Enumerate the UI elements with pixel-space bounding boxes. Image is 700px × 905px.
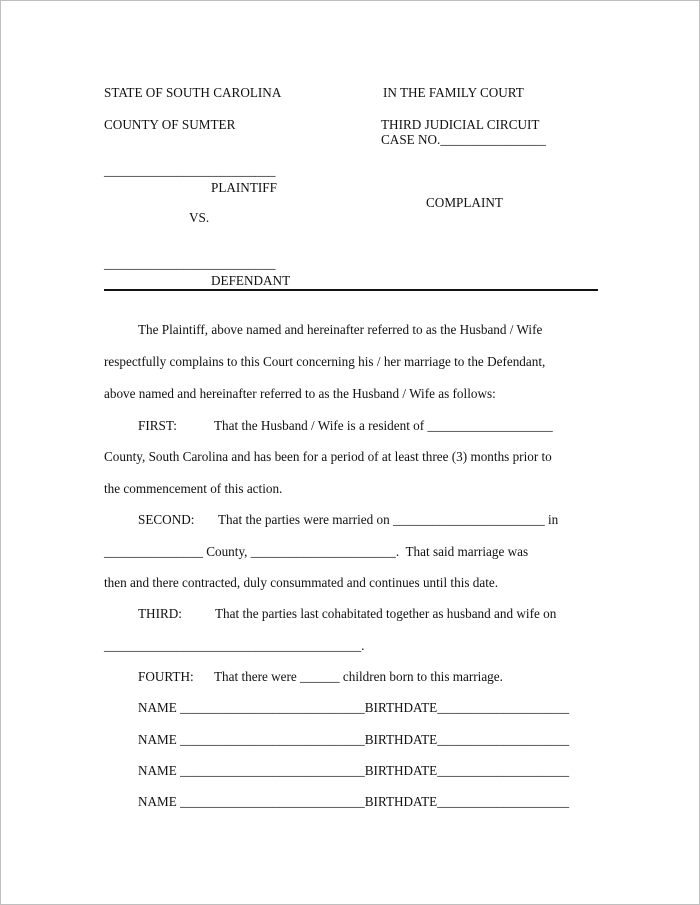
document-title: COMPLAINT [426, 195, 503, 210]
child-entry: NAME ____________________________BIRTHDATE____________________ [138, 794, 570, 809]
case-number-field: CASE NO.________________ [381, 132, 546, 147]
fourth-label: FOURTH: [138, 669, 194, 684]
defendant-name-line: __________________________ [104, 256, 276, 271]
fourth-line-1: That there were ______ children born to this marriage. [214, 669, 503, 684]
third-label: THIRD: [138, 606, 182, 621]
first-label: FIRST: [138, 418, 177, 433]
circuit-heading: THIRD JUDICIAL CIRCUIT [381, 117, 540, 132]
state-heading: STATE OF SOUTH CAROLINA [104, 85, 282, 100]
second-label: SECOND: [138, 512, 195, 527]
second-line-3: then and there contracted, duly consummated and continues until this date. [104, 575, 499, 590]
second-line-2: _______________ County, ______________________. That said marriage was [104, 544, 529, 559]
first-line-1: That the Husband / Wife is a resident of ___________________ [214, 418, 553, 433]
plaintiff-label: PLAINTIFF [211, 180, 277, 195]
second-line-1: That the parties were married on _______________________ in [218, 512, 559, 527]
intro-line-1: The Plaintiff, above named and hereinafter referred to as the Husband / Wife [138, 322, 543, 337]
first-line-3: the commencement of this action. [104, 481, 283, 496]
court-heading: IN THE FAMILY COURT [383, 85, 524, 100]
versus-label: VS. [189, 210, 210, 225]
caption-divider [104, 289, 598, 291]
intro-line-3: above named and hereinafter referred to as the Husband / Wife as follows: [104, 386, 496, 401]
defendant-label: DEFENDANT [211, 273, 291, 288]
child-entry: NAME ____________________________BIRTHDATE____________________ [138, 700, 570, 715]
child-entry: NAME ____________________________BIRTHDATE____________________ [138, 763, 570, 778]
first-line-2: County, South Carolina and has been for a period of at least three (3) months prior to [104, 449, 552, 464]
third-line-1: That the parties last cohabitated together as husband and wife on [215, 606, 557, 621]
third-line-2: _______________________________________. [104, 638, 365, 653]
plaintiff-name-line: __________________________ [104, 163, 276, 178]
child-entry: NAME ____________________________BIRTHDATE____________________ [138, 732, 570, 747]
intro-line-2: respectfully complains to this Court concerning his / her marriage to the Defendant, [104, 354, 546, 369]
county-heading: COUNTY OF SUMTER [104, 117, 236, 132]
